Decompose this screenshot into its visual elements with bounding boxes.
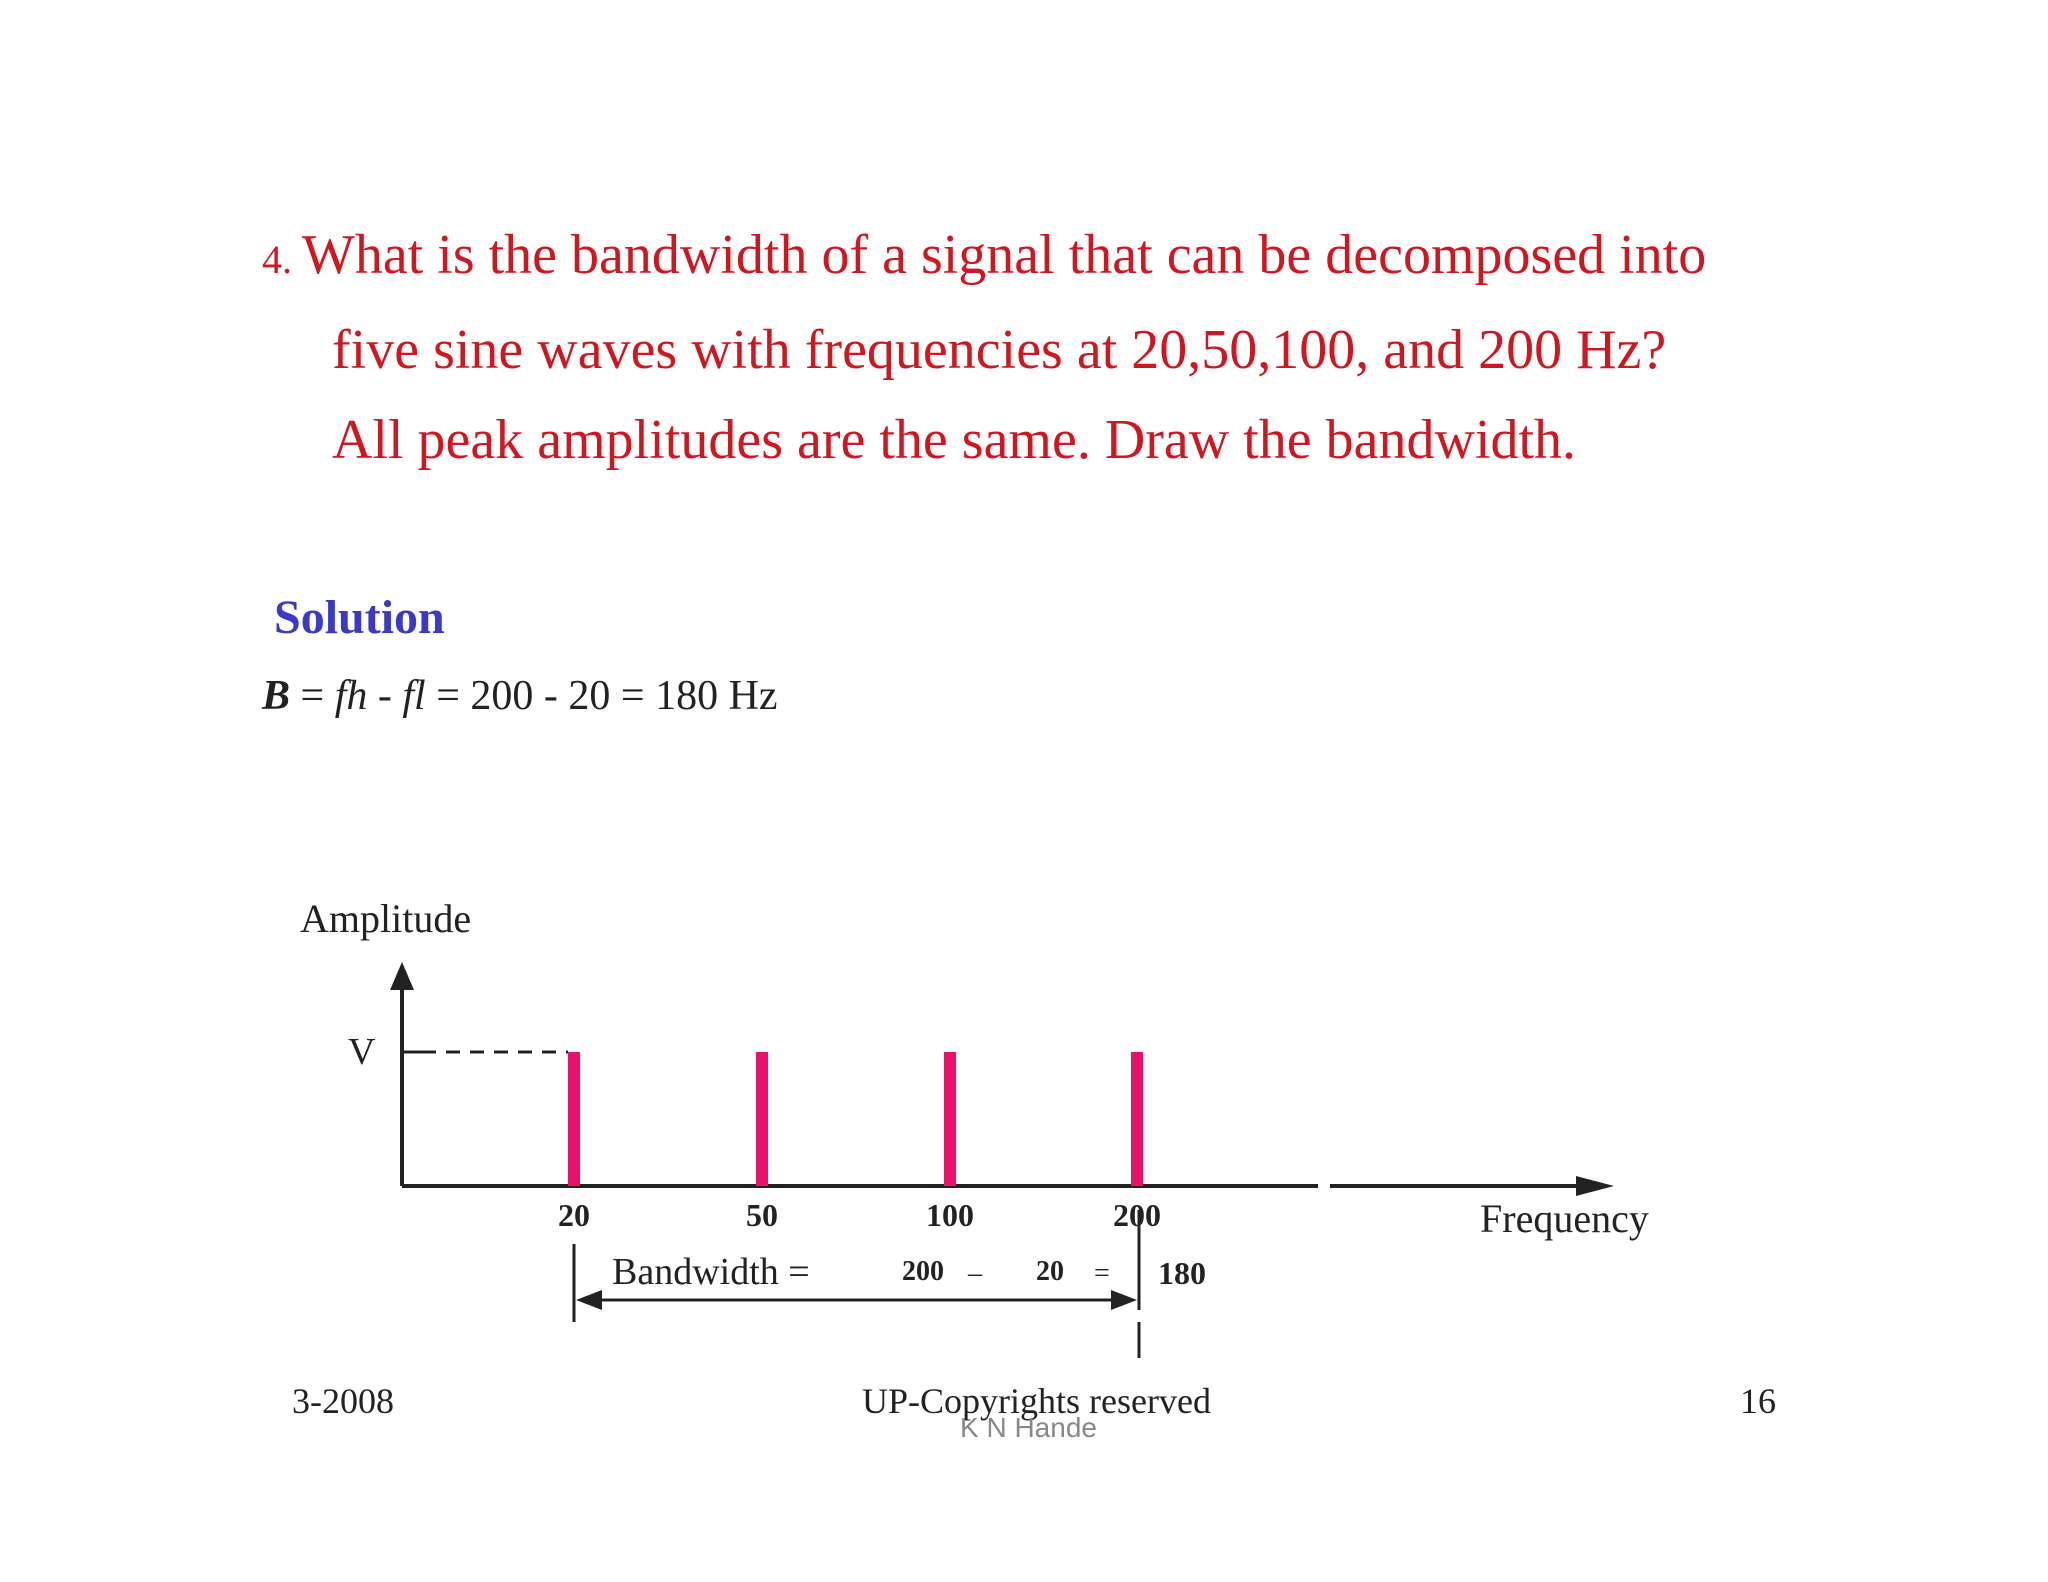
question-line-2: five sine waves with frequencies at 20,50,100, and 200 Hz? <box>332 319 1667 381</box>
question-number: 4. <box>262 237 292 282</box>
bandwidth-low: 20 <box>1036 1256 1064 1287</box>
bandwidth-equals: = <box>1094 1258 1110 1289</box>
bandwidth-high: 200 <box>902 1256 944 1287</box>
question-line-3: All peak amplitudes are the same. Draw the bandwidth. <box>332 409 1577 471</box>
spectrum-bar-50 <box>756 1052 768 1186</box>
footer-author: K N Hande <box>960 1412 1097 1443</box>
spectrum-bar-200 <box>1131 1052 1143 1186</box>
x-tick-label-100: 100 <box>926 1197 974 1233</box>
formula-b: B <box>262 673 291 719</box>
x-axis-label: Frequency <box>1480 1196 1649 1241</box>
footer-date: 3-2008 <box>292 1381 394 1421</box>
spectrum-bar-20 <box>568 1052 580 1186</box>
bandwidth-arrow-left-head <box>576 1290 602 1310</box>
footer-page-number: 16 <box>1740 1381 1776 1421</box>
y-tick-v: V <box>348 1031 376 1073</box>
footer-copyright: UP-Copyrights reserved <box>862 1381 1211 1421</box>
y-axis-label: Amplitude <box>300 896 472 941</box>
x-tick-label-20: 20 <box>558 1197 590 1233</box>
question-line-1: 4. What is the bandwidth of a signal that can be decomposed into <box>262 224 1707 286</box>
formula-eq: = <box>290 673 335 719</box>
formula-rest: = 200 - 20 = 180 Hz <box>425 673 778 719</box>
bandwidth-result: 180 <box>1158 1255 1206 1291</box>
y-axis-arrow <box>390 962 414 990</box>
x-axis-arrow <box>1576 1176 1614 1196</box>
bandwidth-minus: – <box>968 1258 982 1289</box>
bandwidth-arrow-right-head <box>1111 1290 1137 1310</box>
solution-heading: Solution <box>274 591 445 644</box>
formula-fl: fl <box>402 673 426 719</box>
spectrum-bar-100 <box>944 1052 956 1186</box>
bandwidth-label: Bandwidth = <box>612 1251 810 1293</box>
x-tick-label-200: 200 <box>1113 1197 1161 1233</box>
formula-minus: - <box>367 673 403 719</box>
x-tick-label-50: 50 <box>746 1197 778 1233</box>
formula-fh: fh <box>334 673 368 719</box>
